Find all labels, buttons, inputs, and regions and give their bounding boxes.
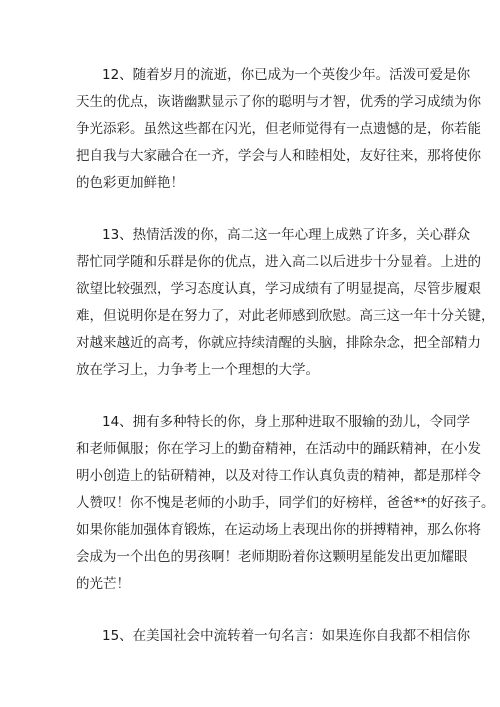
paragraph-13-line-1: 13、热情活泼的你，高二这一年心理上成熟了许多，关心群众 xyxy=(102,227,471,243)
paragraph-12-line-1: 12、随着岁月的流逝，你已成为一个英俊少年。活泼可爱是你 xyxy=(102,67,471,83)
paragraph-12-line-4: 把自我与大家融合在一齐，学会与人和睦相处，友好往来，那将使你 xyxy=(76,148,481,164)
paragraph-13-line-2: 帮忙同学随和乐群是你的优点，进入高二以后进步十分显着。上进的 xyxy=(76,254,481,270)
paragraph-13-line-3: 欲望比较强烈，学习态度认真，学习成绩有了明显提高，尽管步履艰 xyxy=(76,281,481,297)
paragraph-14-line-6: 会成为一个出色的男孩啊！老师期盼着你这颗明星能发出更加耀眼 xyxy=(76,549,468,565)
paragraph-14-line-7: 的光芒！ xyxy=(76,576,130,592)
paragraph-12-line-3: 争光添彩。虽然这些都在闪光，但老师觉得有一点遗憾的是，你若能 xyxy=(76,121,481,137)
paragraph-14-line-5: 如果你能加强体育锻炼，在运动场上表现出你的拼搏精神，那么你将 xyxy=(76,522,481,538)
paragraph-14-line-4: 人赞叹！你不愧是老师的小助手，同学们的好榜样，爸爸**的好孩子。 xyxy=(76,495,495,511)
paragraph-13-line-5: 对越来越近的高考，你就应持续清醒的头脑，排除杂念，把全部精力 xyxy=(76,335,481,351)
paragraph-14-line-2: 和老师佩服；你在学习上的勤奋精神，在活动中的踊跃精神，在小发 xyxy=(76,441,481,457)
paragraph-13-line-6: 放在学习上，力争考上一个理想的大学。 xyxy=(76,362,319,378)
paragraph-14-line-3: 明小创造上的钻研精神，以及对待工作认真负责的精神，都是那样令 xyxy=(76,468,481,484)
paragraph-12-line-2: 天生的优点，诙谐幽默显示了你的聪明与才智，优秀的学习成绩为你 xyxy=(76,94,481,110)
paragraph-14-line-1: 14、拥有多种特长的你，身上那种进取不服输的劲儿，令同学 xyxy=(102,414,471,430)
paragraph-12-line-5: 的色彩更加鲜艳！ xyxy=(76,175,184,191)
paragraph-13-line-4: 难，但说明你是在努力了，对此老师感到欣慰。高三这一年十分关键， xyxy=(76,308,495,324)
paragraph-15-line-1: 15、在美国社会中流转着一句名言：如果连你自我都不相信你 xyxy=(102,628,471,644)
